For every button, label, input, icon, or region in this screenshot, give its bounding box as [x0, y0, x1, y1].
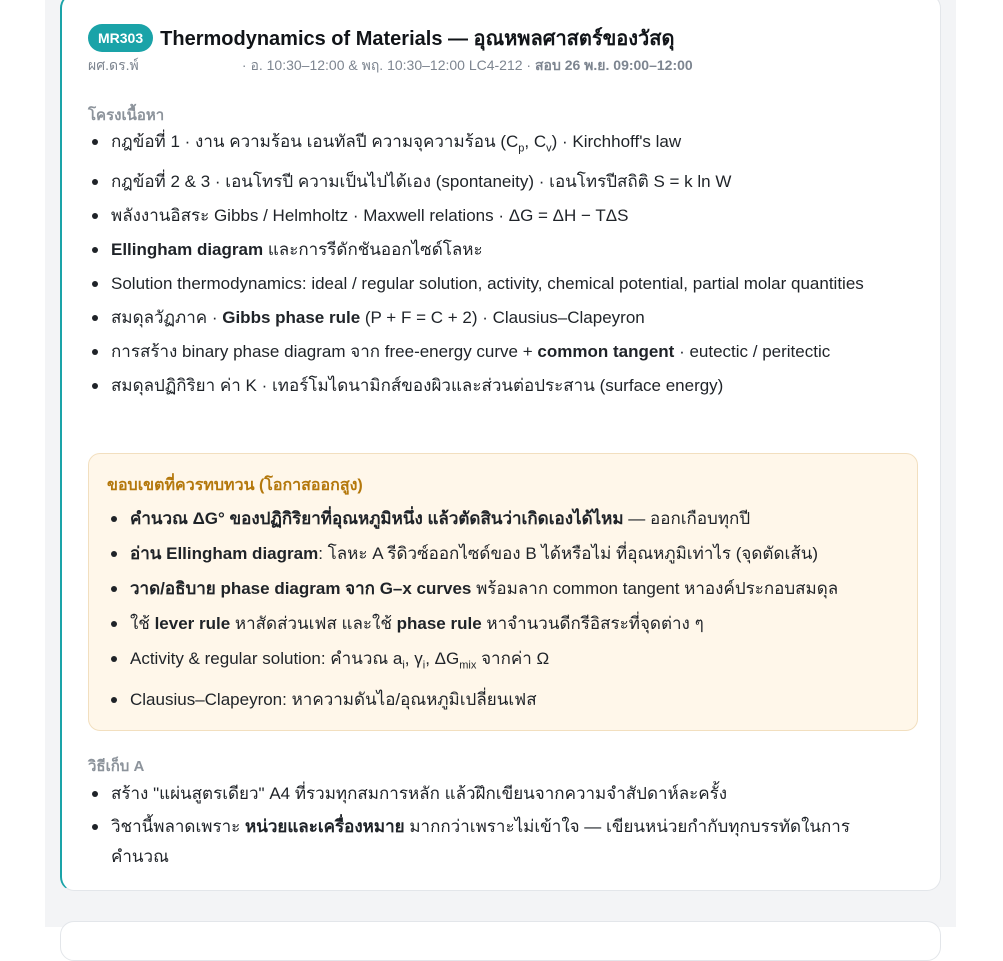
item-text: พร้อมลาก common tangent หาองค์ประกอบสมดุล	[471, 579, 839, 598]
review-callout	[88, 453, 918, 731]
list-item	[111, 337, 891, 367]
list-item	[130, 644, 910, 680]
list-item	[130, 609, 910, 639]
item-text: หาจำนวนดีกรีอิสระที่จุดต่าง ๆ	[481, 614, 704, 633]
item-text: · eutectic / peritectic	[674, 342, 831, 362]
course-header	[88, 22, 675, 54]
course-card	[60, 0, 941, 891]
course-code-badge: MR303	[88, 24, 153, 52]
course-meta	[88, 55, 693, 77]
list-item	[111, 201, 891, 231]
item-text: ) · Kirchhoff's law	[551, 132, 682, 151]
bold-text: phase rule	[396, 614, 482, 633]
list-item	[111, 235, 891, 265]
item-text: : โลหะ A รีดิวซ์ออกไซด์ของ B ได้หรือไม่ ที่อุณหภูมิเท่าไร (จุดตัดเส้น)	[318, 544, 818, 563]
item-text: ใช้	[130, 614, 155, 633]
item-text: พลังงานอิสระ Gibbs / Helmholtz · Maxwell relations · ΔG = ΔH − TΔS	[111, 206, 629, 226]
item-text: สร้าง "แผ่นสูตรเดียว" A4 ที่รวมทุกสมการหลัก แล้วฝึกเขียนจากความจำสัปดาห์ละครั้ง	[111, 784, 728, 803]
bold-text: อ่าน Ellingham diagram	[130, 544, 319, 563]
outline-list	[111, 127, 891, 405]
review-list	[130, 504, 910, 720]
bold-text: Ellingham diagram	[111, 240, 264, 260]
outline-label: โครงเนื้อหา	[88, 107, 165, 124]
list-item	[130, 539, 910, 569]
subscript-text: mix	[459, 659, 477, 672]
bold-text: คำนวณ ΔG° ของปฏิกิริยาที่อุณหภูมิหนึ่ง แล้วตัดสินว่าเกิดเองได้ไหม	[130, 509, 624, 528]
item-text: และการรีดักชันออกไซด์โลหะ	[263, 240, 483, 260]
item-text: กฎข้อที่ 1 · งาน ความร้อน เอนทัลปี ความจุความร้อน (C	[111, 132, 519, 151]
list-item	[111, 127, 891, 163]
item-text: Activity & regular solution: คำนวณ a	[130, 649, 403, 668]
review-title: ขอบเขตที่ควรทบทวน (โอกาสออกสูง)	[107, 477, 363, 494]
exam-date: สอบ 26 พ.ย. 09:00–12:00	[534, 57, 693, 73]
item-text: (P + F = C + 2) · Clausius–Clapeyron	[360, 308, 645, 328]
subscript-text: i	[422, 659, 426, 672]
class-schedule: · อ. 10:30–12:00 & พฤ. 10:30–12:00 LC4-212 ·	[241, 57, 532, 73]
bold-text: common tangent	[537, 342, 675, 362]
bold-text: วาด/อธิบาย phase diagram จาก G–x curves	[130, 579, 472, 598]
item-text: — ออกเกือบทุกปี	[623, 509, 751, 528]
item-text: มากกว่าเพราะไม่เข้าใจ — เขียนหน่วยกำกับทุกบรรทัดในการคำนวณ	[111, 817, 850, 866]
list-item	[111, 779, 891, 809]
list-item	[111, 269, 891, 299]
instructor-name: ผศ.ดร.พ์	[88, 57, 139, 73]
list-item	[130, 574, 910, 604]
bold-text: หน่วยและเครื่องหมาย	[245, 817, 405, 836]
item-text: การสร้าง binary phase diagram จาก free-energy curve +	[111, 342, 538, 362]
bold-text: Gibbs phase rule	[222, 308, 361, 328]
list-item	[130, 685, 910, 715]
course-title: Thermodynamics of Materials — อุณหพลศาสตร์ของวัสดุ	[160, 28, 675, 50]
item-text: , ΔG	[425, 649, 460, 668]
item-text: , C	[524, 132, 547, 151]
item-text: หาสัดส่วนเฟส และใช้	[230, 614, 397, 633]
subscript-text: v	[546, 142, 552, 155]
item-text: วิชานี้พลาดเพราะ	[111, 817, 246, 836]
tips-list	[111, 779, 891, 875]
item-text: จากค่า Ω	[476, 649, 550, 668]
subscript-text: p	[518, 142, 525, 155]
item-text: Solution thermodynamics: ideal / regular solution, activity, chemical potential, partial molar quantities	[111, 274, 864, 294]
item-text: สมดุลปฏิกิริยา ค่า K · เทอร์โมไดนามิกส์ของผิวและส่วนต่อประสาน (surface energy)	[111, 376, 724, 396]
tips-label: วิธีเก็บ A	[88, 758, 145, 775]
list-item	[111, 812, 891, 872]
list-item	[130, 504, 910, 534]
list-item	[111, 167, 891, 197]
item-text: กฎข้อที่ 2 & 3 · เอนโทรปี ความเป็นไปได้เอง (spontaneity) · เอนโทรปีสถิติ S = k ln W	[111, 172, 732, 192]
item-text: สมดุลวัฏภาค ·	[111, 308, 223, 328]
list-item	[111, 303, 891, 333]
bold-text: lever rule	[154, 614, 231, 633]
item-text: Clausius–Clapeyron: หาความดันไอ/อุณหภูมิเปลี่ยนเฟส	[130, 690, 537, 710]
list-item	[111, 371, 891, 401]
item-text: , γ	[404, 649, 423, 668]
next-course-card	[60, 921, 941, 961]
subscript-text: i	[402, 659, 405, 672]
